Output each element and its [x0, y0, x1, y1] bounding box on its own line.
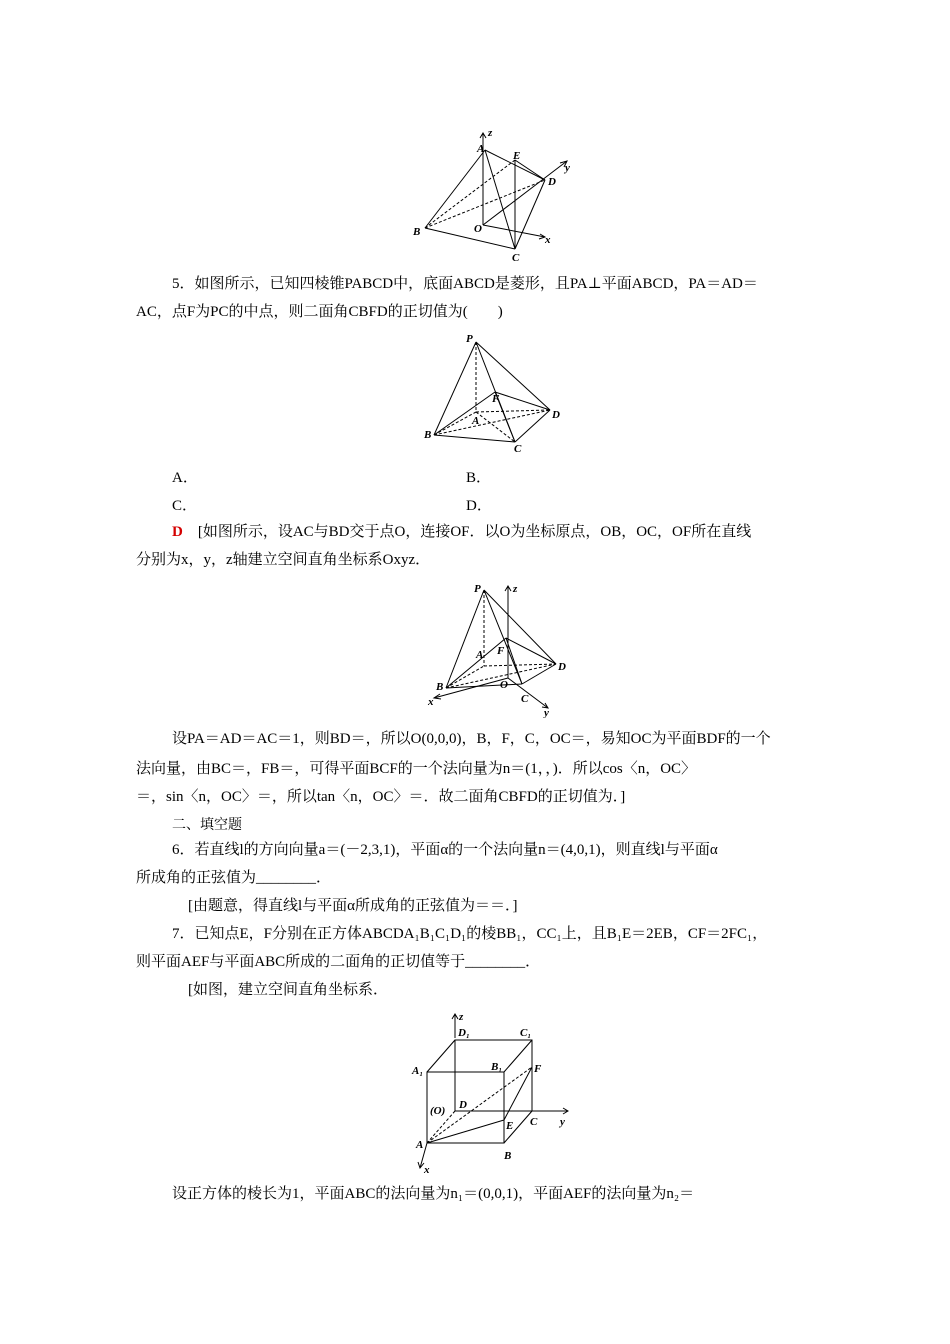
q5-answer: D: [172, 524, 183, 540]
fig-q5-label-b: B: [424, 429, 432, 441]
fig-q5-label-d: D: [552, 409, 560, 421]
q7-line1: 7．已知点E，F分别在正方体ABCDA₁B₁C₁D₁的棱BB₁，CC₁上，且B₁E＝2EB，CF＝2FC₁，: [172, 926, 768, 942]
fig-sol5-label-a: A: [476, 649, 484, 661]
sol5b-line3: ＝，sin〈n，OC〉＝，所以tan〈n，OC〉＝．故二面角CBFD的正切值为．]: [136, 789, 626, 805]
fig-q7-label-x: x: [424, 1164, 430, 1176]
fig-top-label-b: B: [413, 226, 421, 238]
q5-line1: 5．如图所示，已知四棱锥PABCD中，底面ABCD是菱形，且PA⊥平面ABCD，PA＝AD＝: [172, 276, 758, 292]
fig-top-label-a: A: [477, 143, 485, 155]
sol5-line1-text: [如图所示，设AC与BD交于点O，连接OF．以O为坐标原点，OB，OC，OF所在直线: [197, 524, 752, 540]
fig-top-label-d: D: [548, 176, 556, 188]
section-fill-in-title: 二、填空题: [172, 817, 242, 833]
fig-q7-label-f: F: [534, 1063, 542, 1075]
sol5b-line2: 法向量，由BC＝，FB＝，可得平面BCF的一个法向量为n＝(1，，)．所以cos〈n，OC〉: [136, 761, 697, 777]
figure-q5-pyramid: [420, 330, 570, 455]
fig-q5-label-c: C: [514, 443, 522, 455]
q5-option-b: B．: [466, 470, 492, 486]
fig-q7-label-c1: C₁: [520, 1027, 532, 1039]
q5-option-a: A．: [172, 470, 198, 486]
q6-line1: 6．若直线l的方向向量a＝(－2,3,1)，平面α的一个法向量n＝(4,0,1)，则直线l与平面α: [172, 842, 718, 858]
figure-top-pyramid: [405, 125, 595, 265]
fig-top-label-c: C: [512, 252, 520, 264]
fig-q7-label-b: B: [504, 1150, 512, 1162]
fig-q5-label-a: A: [472, 415, 480, 427]
fig-q7-label-o: (O): [430, 1105, 446, 1117]
fig-q5-label-f: F: [492, 393, 500, 405]
fig-sol5-label-x: x: [428, 696, 434, 708]
q5-line2: AC，点F为PC的中点，则二面角CBFD的正切值为( ): [136, 304, 503, 320]
fig-q5-label-p: P: [466, 333, 473, 345]
figure-sol5-coordinates: [420, 578, 580, 718]
fig-q7-label-y: y: [560, 1116, 565, 1128]
fig-sol5-label-d: D: [558, 661, 566, 673]
fig-q7-label-a1: A₁: [412, 1065, 424, 1077]
fig-sol5-label-c: C: [521, 693, 529, 705]
q5-option-d: D．: [466, 498, 492, 514]
fig-q7-label-b1: B₁: [491, 1061, 503, 1073]
fig-top-label-z: z: [488, 127, 493, 139]
fig-top-label-y: y: [565, 162, 570, 174]
q7-line2: 则平面AEF与平面ABC所成的二面角的正切值等于________．: [136, 954, 541, 970]
fig-q7-label-z: z: [459, 1011, 464, 1023]
sol5b-line1: 设PA＝AD＝AC＝1，则BD＝，所以O(0,0,0)，B，F，C，OC＝，易知OC为平面BDF的一个: [172, 731, 771, 747]
fig-sol5-label-b: B: [436, 681, 444, 693]
fig-sol5-label-y: y: [544, 707, 549, 718]
fig-sol5-label-p: P: [474, 583, 481, 595]
fig-top-label-e: E: [513, 150, 521, 162]
sol5-line1: [172, 522, 862, 542]
fig-top-label-x: x: [545, 234, 551, 246]
sol5-line2: 分别为x，y，z轴建立空间直角坐标系Oxyz．: [136, 552, 431, 568]
fig-q7-label-c: C: [530, 1116, 538, 1128]
fig-top-label-o: O: [474, 223, 482, 235]
q7-solution-intro: [如图，建立空间直角坐标系．: [188, 982, 388, 998]
fig-q7-label-a: A: [416, 1139, 424, 1151]
fig-sol5-label-o: O: [500, 679, 508, 691]
fig-q7-label-e: E: [506, 1120, 514, 1132]
fig-sol5-label-f: F: [497, 645, 505, 657]
fig-q7-label-d: D: [459, 1099, 467, 1111]
q5-option-c: C．: [172, 498, 198, 514]
sol7b-line: 设正方体的棱长为1，平面ABC的法向量为n₁＝(0,0,1)，平面AEF的法向量为n₂＝: [172, 1186, 695, 1202]
q6-solution: [由题意，得直线l与平面α所成角的正弦值为＝＝．]: [188, 898, 518, 914]
q6-line2: 所成角的正弦值为________．: [136, 870, 332, 886]
fig-sol5-label-z: z: [513, 583, 518, 595]
figure-q7-cube: [410, 1008, 585, 1178]
fig-q7-label-d1: D₁: [458, 1027, 470, 1039]
